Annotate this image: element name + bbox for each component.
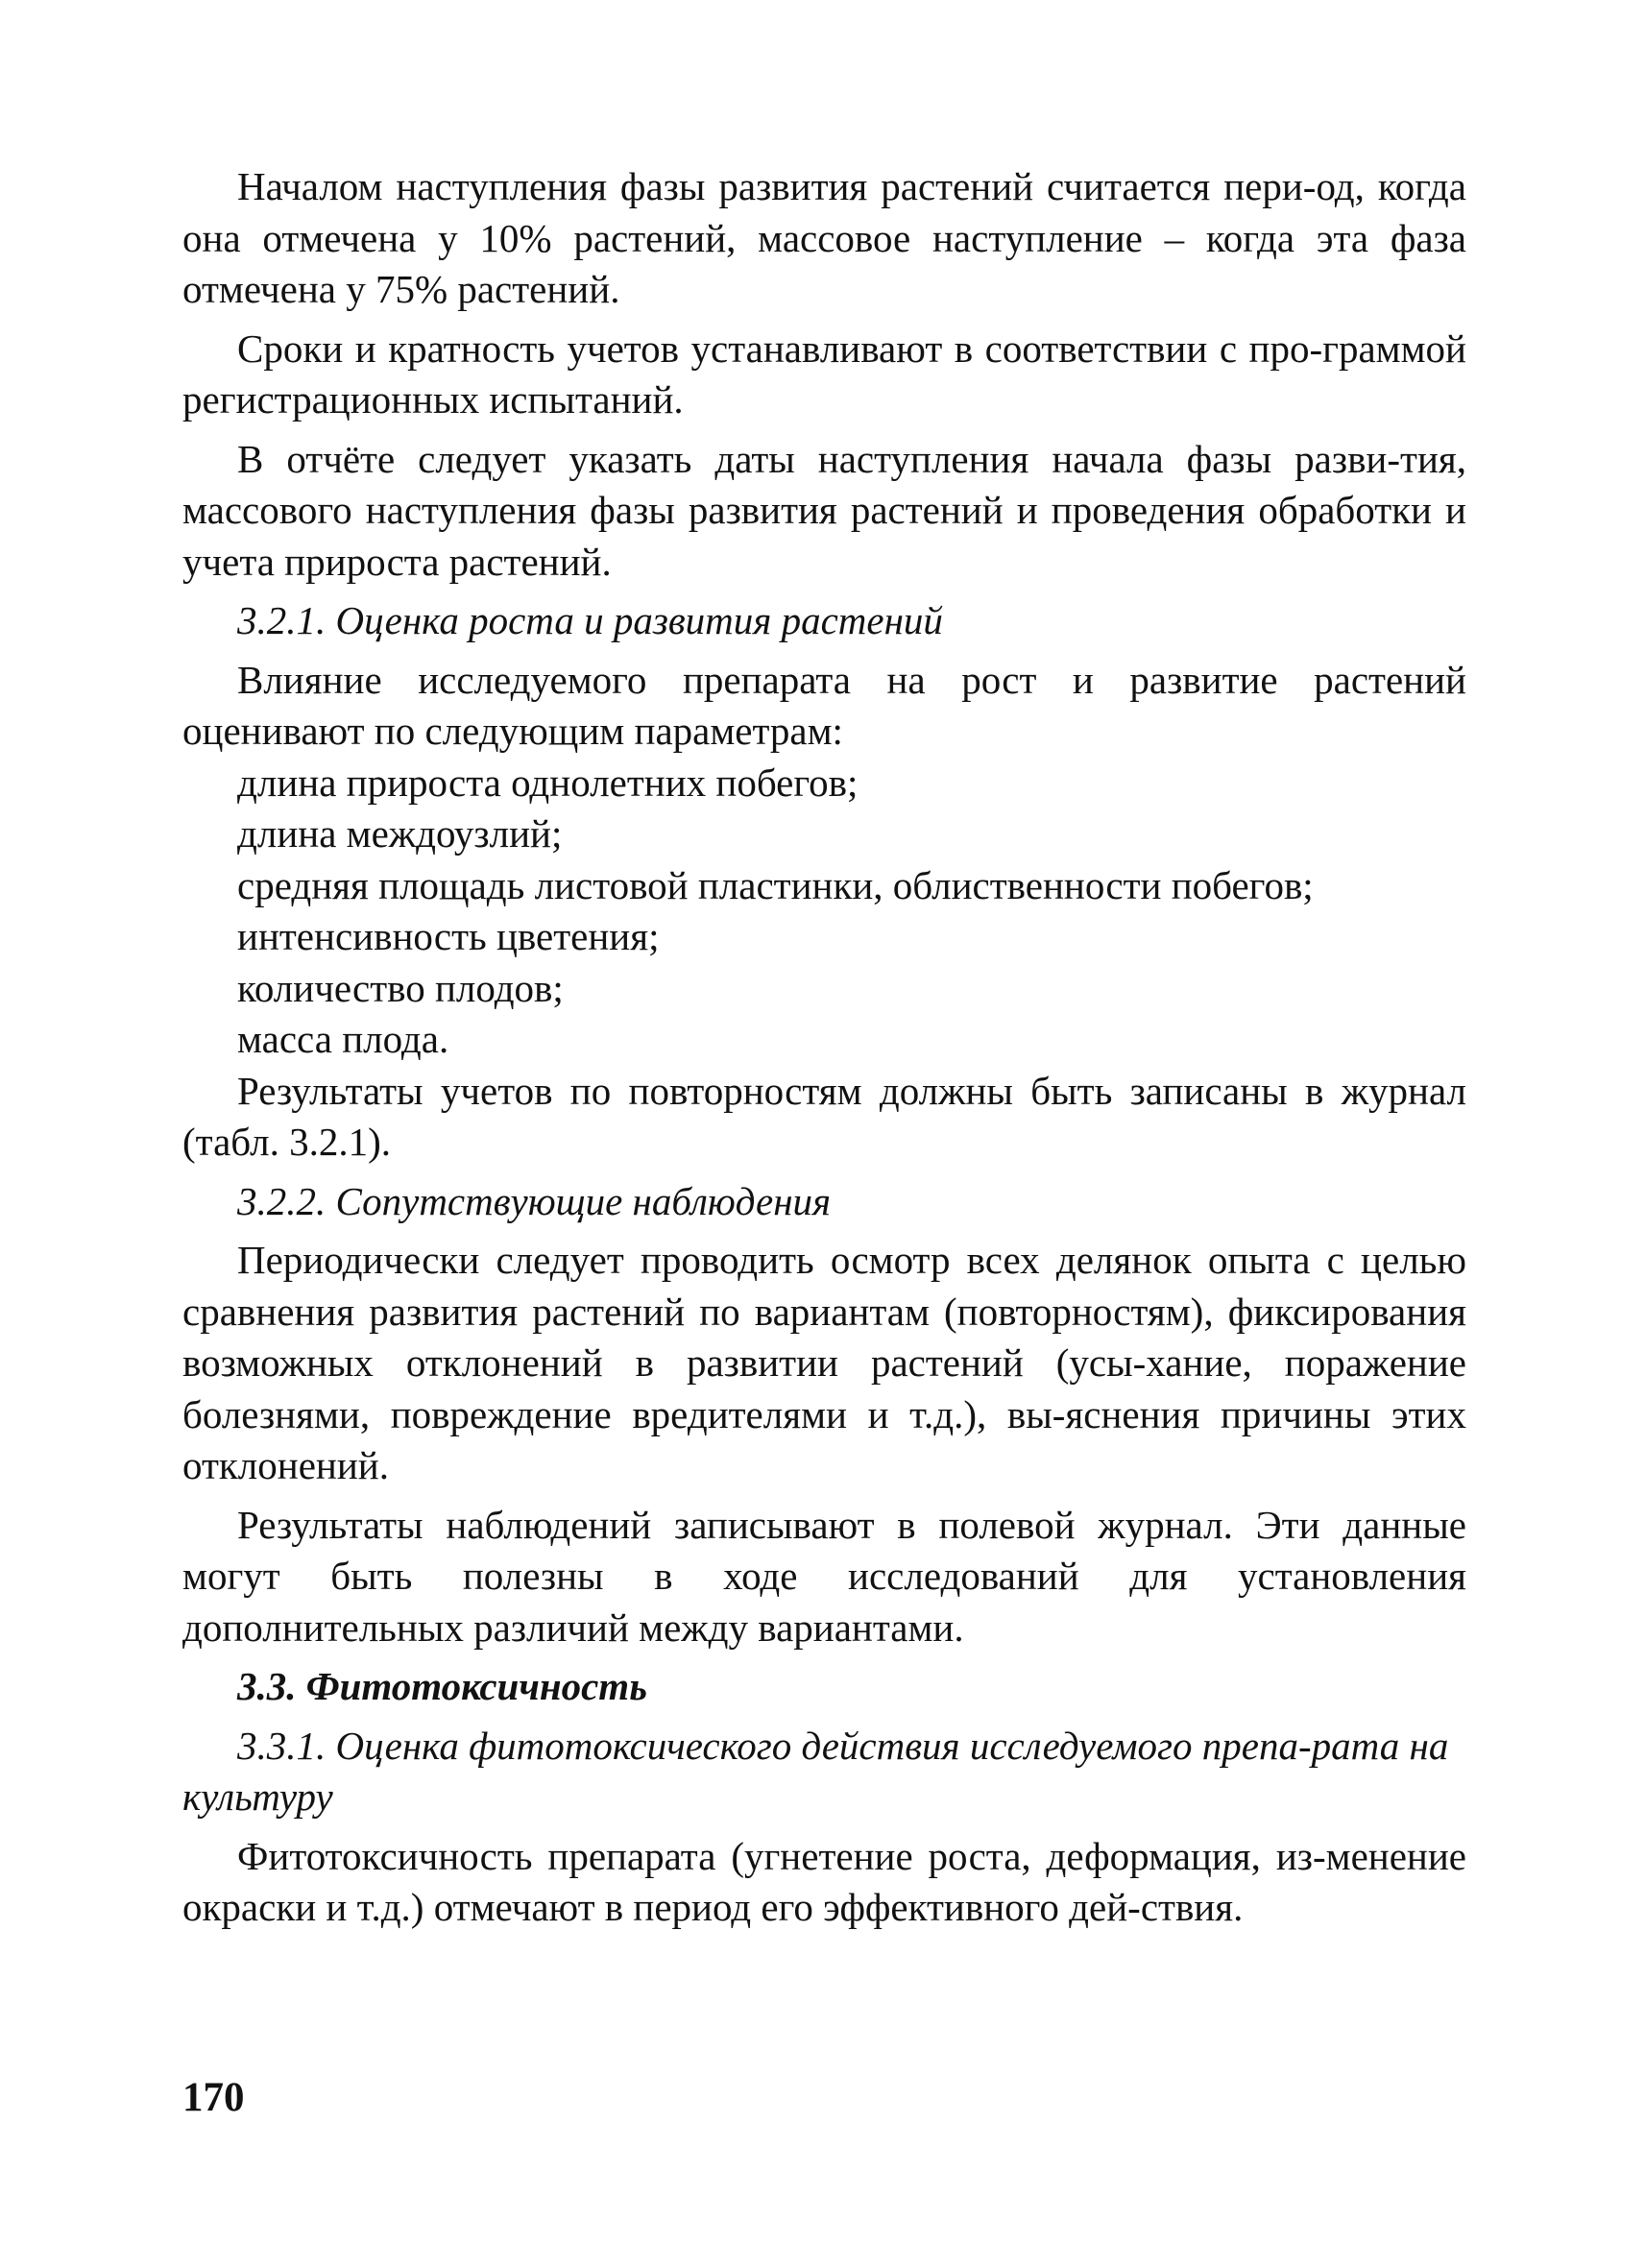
paragraph-phase-onset: Началом наступления фазы развития растений считается пери-од, когда она отмечена у 10% растений, массовое наступление – когда эта фаза отмечена у 75% растений. <box>182 164 1466 311</box>
paragraph-phytotoxicity: Фитотоксичность препарата (угнетение роста, деформация, из-менение окраски и т.д.) отмечают в период его эффективного дей-ствия. <box>182 1833 1466 1929</box>
subsection-heading-3-3-1: 3.3.1. Оценка фитотоксического действия исследуемого препа-рата на культуру <box>182 1723 1449 1819</box>
list-item: средняя площадь листовой пластинки, облиственности побегов; <box>237 862 1314 907</box>
paragraph-inspection: Периодически следует проводить осмотр всех делянок опыта с целью сравнения развития растений по вариантам (повторностям), фиксирования возможных отклонений в развитии растений (усы-хание, поражение болезнями, повреждение вредителями и т.д.), вы-яснения причины этих отклонений. <box>182 1238 1466 1487</box>
subsection-heading-3-2-1: 3.2.1. Оценка роста и развития растений <box>237 598 943 642</box>
paragraph-timing: Сроки и кратность учетов устанавливают в соответствии с про-граммой регистрационных испытаний. <box>182 326 1466 422</box>
paragraph-growth-results: Результаты учетов по повторностям должны быть записаны в журнал (табл. 3.2.1). <box>182 1068 1466 1164</box>
subsection-heading-3-2-2: 3.2.2. Сопутствующие наблюдения <box>237 1178 832 1223</box>
paragraph-growth-intro: Влияние исследуемого препарата на рост и развитие растений оценивают по следующим параметрам: <box>182 657 1466 753</box>
list-item: количество плодов; <box>237 965 564 1010</box>
list-item: длина междоузлий; <box>237 811 563 856</box>
paragraph-report: В отчёте следует указать даты наступления начала фазы разви-тия, массового наступления фазы развития растений и проведения обработки и учета прироста растений. <box>182 436 1466 584</box>
list-item: масса плода. <box>237 1017 449 1061</box>
section-heading-3-3: 3.3. Фитотоксичность <box>237 1664 647 1708</box>
list-item: длина прироста однолетних побегов; <box>237 760 859 805</box>
page-number: 170 <box>182 2075 245 2120</box>
page-body <box>182 161 1466 1934</box>
paragraph-observation-results: Результаты наблюдений записывают в полевой журнал. Эти данные могут быть полезны в ходе исследований для установления дополнительных различий между вариантами. <box>182 1502 1466 1650</box>
list-item: интенсивность цветения; <box>237 914 660 958</box>
